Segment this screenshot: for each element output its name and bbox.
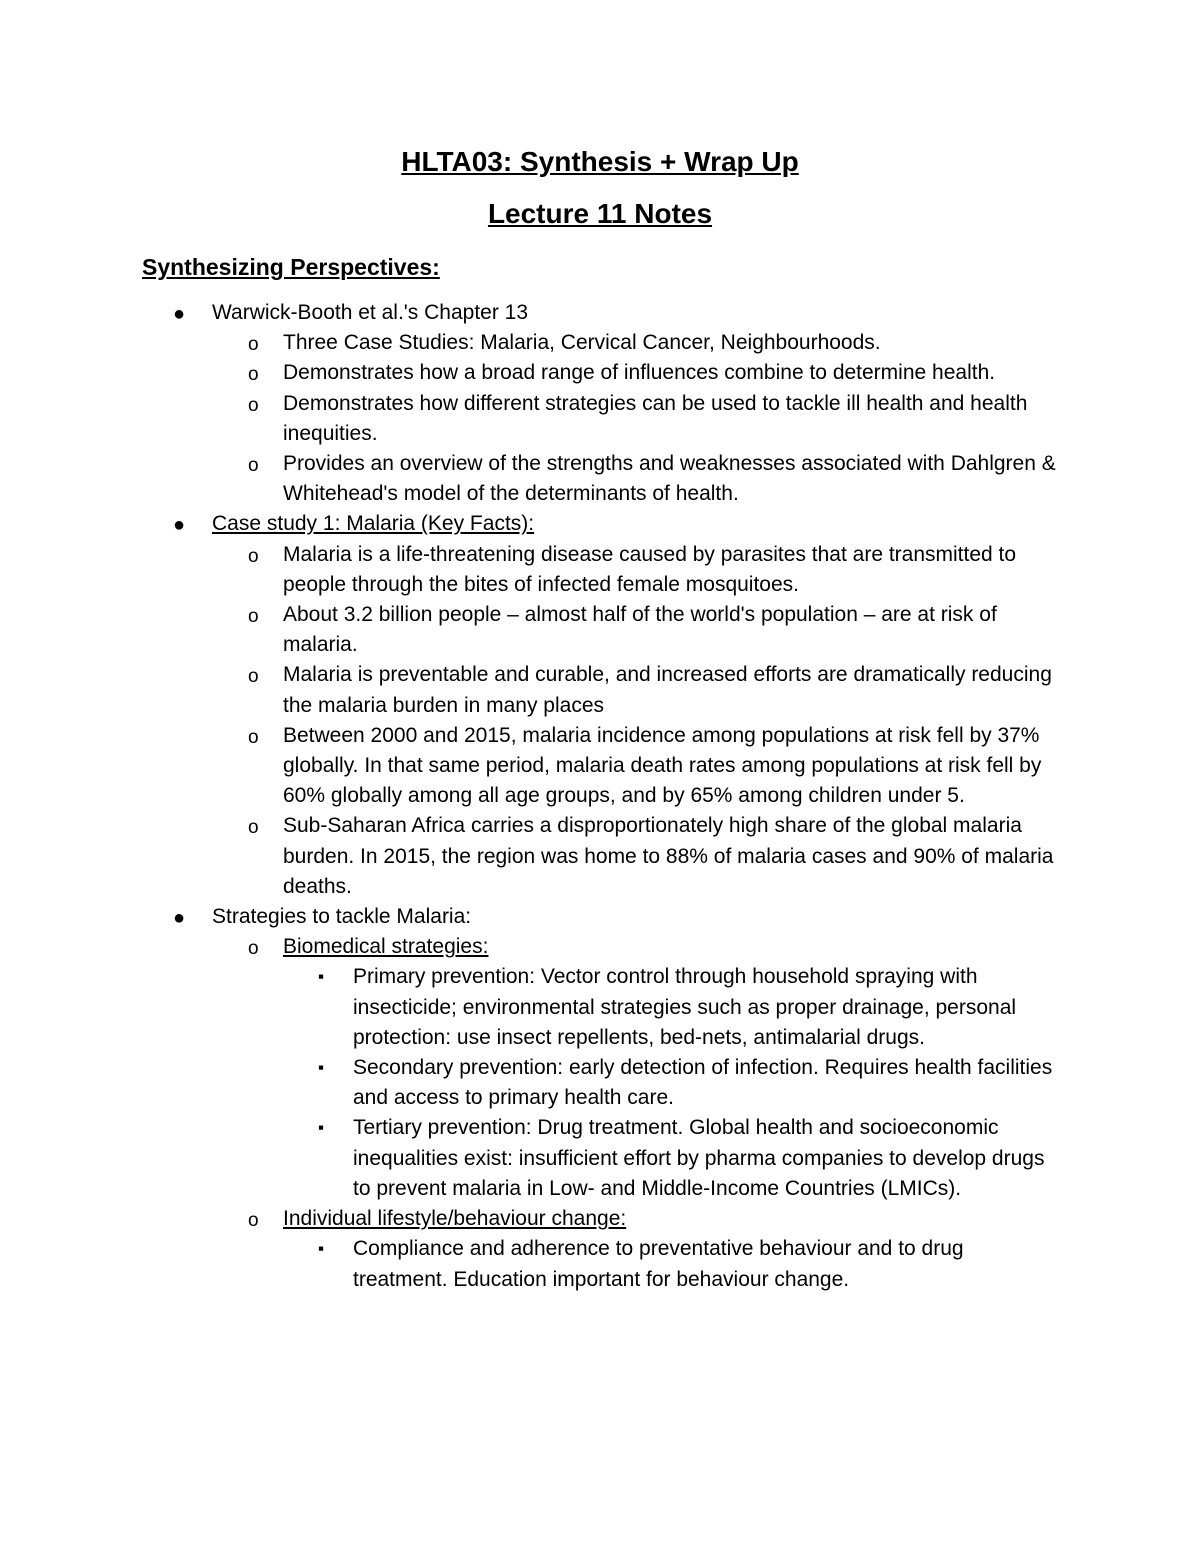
document-subtitle: Lecture 11 Notes <box>487 198 713 229</box>
bullet-disc-icon: ● <box>173 514 186 537</box>
bullet-circle-icon: o <box>248 394 259 416</box>
list-item-level-2 <box>0 389 1200 449</box>
list-item-text: Malaria is preventable and curable, and increased efforts are dramatically reducing the malaria burden in many places <box>283 663 1052 717</box>
bullet-circle-icon: o <box>248 364 259 386</box>
list-item-text: Secondary prevention: early detection of infection. Requires health facilities and access to primary health care. <box>353 1056 1053 1110</box>
list-item-level-1 <box>0 902 1200 932</box>
notes-list <box>0 298 1200 1295</box>
list-item-level-2 <box>0 600 1200 660</box>
list-item-level-3 <box>0 1113 1200 1204</box>
list-item-text: Demonstrates how different strategies can be used to tackle ill health and health inequities. <box>283 391 1028 445</box>
list-item-level-2 <box>0 328 1200 358</box>
list-item-text: Tertiary prevention: Drug treatment. Global health and socioeconomic inequalities exist: insufficient effort by pharma companies to develop drugs to prevent malaria in Low- and Middle-Income Countries (LMICs). <box>353 1116 1045 1200</box>
bullet-circle-icon: o <box>248 666 259 688</box>
list-item-level-1 <box>0 298 1200 328</box>
section-heading: Synthesizing Perspectives: <box>142 254 440 280</box>
list-item-text: Individual lifestyle/behaviour change: <box>283 1207 627 1231</box>
bullet-square-icon: ▪ <box>318 967 325 987</box>
list-item-text: Case study 1: Malaria (Key Facts): <box>212 512 535 536</box>
bullet-circle-icon: o <box>248 455 259 477</box>
bullet-circle-icon: o <box>248 545 259 567</box>
bullet-circle-icon: o <box>248 1210 259 1232</box>
list-item-text: Provides an overview of the strengths and weaknesses associated with Dahlgren & Whitehead's model of the determinants of health. <box>283 452 1056 506</box>
list-item-level-3 <box>0 962 1200 1053</box>
list-item-text: Three Case Studies: Malaria, Cervical Cancer, Neighbourhoods. <box>283 331 881 355</box>
list-item-text: Compliance and adherence to preventative behaviour and to drug treatment. Education important for behaviour change. <box>353 1237 964 1291</box>
bullet-circle-icon: o <box>248 606 259 628</box>
bullet-circle-icon: o <box>248 817 259 839</box>
document-title: HLTA03: Synthesis + Wrap Up <box>401 146 799 177</box>
list-item-text: Between 2000 and 2015, malaria incidence among populations at risk fell by 37% globally. In that same period, malaria death rates among populations at risk fell by 60% globally among all age groups, and by 65% among children under 5. <box>283 723 1042 808</box>
list-item-text: Demonstrates how a broad range of influences combine to determine health. <box>283 361 996 385</box>
list-item-level-2 <box>0 358 1200 388</box>
list-item-text: Primary prevention: Vector control through household spraying with insecticide; environmental strategies such as proper drainage, personal protection: use insect repellents, bed-nets, antimalarial drugs. <box>353 965 1017 1049</box>
list-item-level-3 <box>0 1234 1200 1294</box>
list-item-level-3 <box>0 1053 1200 1113</box>
list-item-text: Biomedical strategies: <box>283 935 489 959</box>
list-item-level-2 <box>0 449 1200 509</box>
list-item-level-2 <box>0 721 1200 812</box>
list-item-level-2 <box>0 660 1200 720</box>
list-item-level-2 <box>0 1204 1200 1234</box>
bullet-circle-icon: o <box>248 334 259 356</box>
bullet-disc-icon: ● <box>173 907 186 930</box>
bullet-square-icon: ▪ <box>318 1239 325 1259</box>
bullet-square-icon: ▪ <box>318 1058 325 1078</box>
list-item-level-2 <box>0 932 1200 962</box>
list-item-level-1 <box>0 509 1200 539</box>
list-item-level-2 <box>0 540 1200 600</box>
list-item-text: Strategies to tackle Malaria: <box>212 905 472 929</box>
bullet-circle-icon: o <box>248 726 259 748</box>
list-item-text: About 3.2 billion people – almost half of the world's population – are at risk of malaria. <box>283 603 997 657</box>
bullet-square-icon: ▪ <box>318 1118 325 1138</box>
bullet-disc-icon: ● <box>173 303 186 325</box>
list-item-text: Malaria is a life-threatening disease caused by parasites that are transmitted to people through the bites of infected female mosquitoes. <box>283 542 1017 596</box>
list-item-text: Sub-Saharan Africa carries a disproportionately high share of the global malaria burden. In 2015, the region was home to 88% of malaria cases and 90% of malaria deaths. <box>283 814 1054 898</box>
bullet-circle-icon: o <box>248 938 259 960</box>
list-item-text: Warwick-Booth et al.'s Chapter 13 <box>212 301 529 324</box>
list-item-level-2 <box>0 811 1200 902</box>
